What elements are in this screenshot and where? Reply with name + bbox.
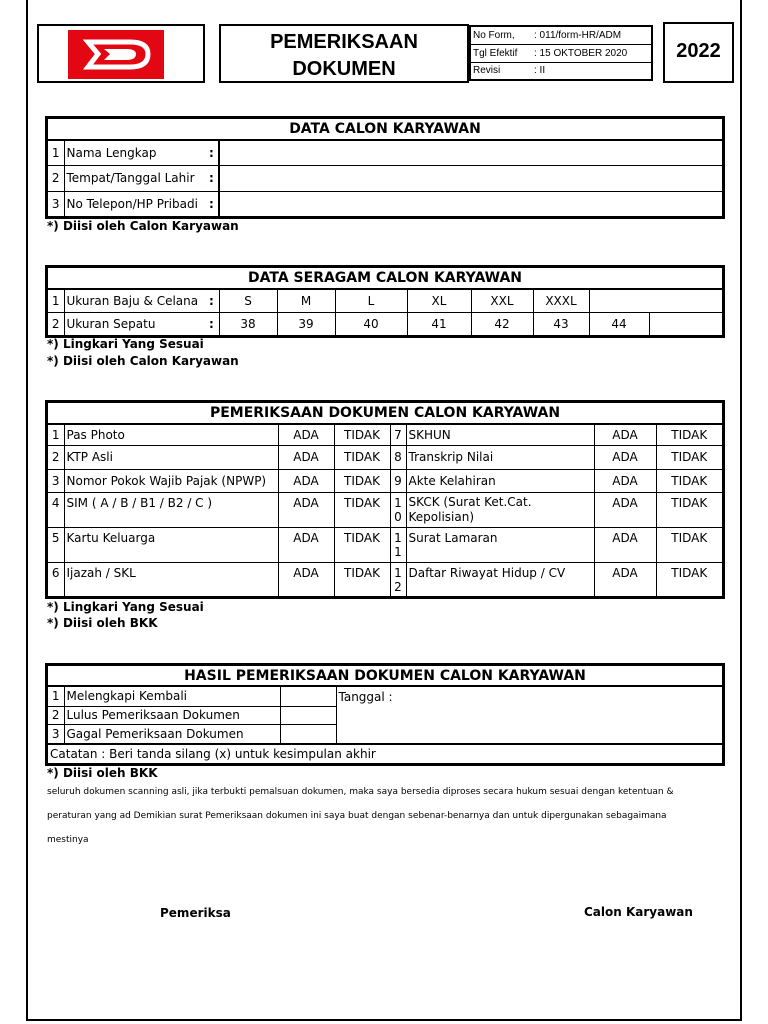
size-option[interactable]: XXXL xyxy=(533,289,589,312)
title-line-1: PEMERIKSAAN xyxy=(270,31,418,53)
data-calon-table xyxy=(46,117,724,218)
row-no: 7 xyxy=(390,424,406,445)
empty-cell xyxy=(589,289,723,312)
sepatu-label: Ukuran Sepatu xyxy=(64,312,207,336)
tidak-option[interactable]: TIDAK xyxy=(334,424,390,445)
signature-calon-karyawan: Calon Karyawan xyxy=(584,905,693,919)
ada-option[interactable]: ADA xyxy=(594,445,656,469)
row-colon: : xyxy=(207,165,219,191)
size-option[interactable]: XL xyxy=(407,289,471,312)
ada-option[interactable]: ADA xyxy=(278,469,334,492)
row-label: Tempat/Tanggal Lahir xyxy=(64,165,207,191)
title-box xyxy=(219,24,469,83)
row-no: 1 xyxy=(47,289,64,312)
hasil-title: HASIL PEMERIKSAAN DOKUMEN CALON KARYAWAN xyxy=(47,665,723,686)
form-rev-value: : II xyxy=(532,62,652,80)
form-no-value: : 011/form-HR/ADM xyxy=(532,26,652,44)
row-no: 8 xyxy=(390,445,406,469)
hasil-label: Lulus Pemeriksaan Dokumen xyxy=(64,706,280,724)
tidak-option[interactable]: TIDAK xyxy=(334,527,390,562)
seragam-note-1: *) Lingkari Yang Sesuai xyxy=(47,337,204,351)
signature-pemeriksa: Pemeriksa xyxy=(160,906,231,920)
doc-label: Surat Lamaran xyxy=(406,527,594,562)
data-calon-title: DATA CALON KARYAWAN xyxy=(47,118,723,140)
ada-option[interactable]: ADA xyxy=(278,562,334,597)
statement-line-3: mestinya xyxy=(47,835,89,845)
statement-line-1: seluruh dokumen scanning asli, jika terbukti pemalsuan dokumen, maka saya bersedia diproses secara hukum sesuai dengan ketentuan & xyxy=(47,787,674,797)
tidak-option[interactable]: TIDAK xyxy=(334,492,390,527)
row-no: 12 xyxy=(390,562,406,597)
doc-label: Akte Kelahiran xyxy=(406,469,594,492)
dokumen-note-2: *) Diisi oleh BKK xyxy=(47,616,158,630)
doc-label: SKCK (Surat Ket.Cat. Kepolisian) xyxy=(406,492,594,527)
ada-option[interactable]: ADA xyxy=(278,492,334,527)
empty-cell xyxy=(649,312,723,336)
hasil-checkbox[interactable] xyxy=(280,724,336,744)
ada-option[interactable]: ADA xyxy=(594,492,656,527)
row-no: 2 xyxy=(47,165,64,191)
data-calon-note: *) Diisi oleh Calon Karyawan xyxy=(47,219,239,233)
row-no: 4 xyxy=(47,492,64,527)
hasil-table xyxy=(46,664,724,765)
page-title xyxy=(221,29,467,83)
tidak-option[interactable]: TIDAK xyxy=(656,492,723,527)
tidak-option[interactable]: TIDAK xyxy=(334,562,390,597)
hasil-checkbox[interactable] xyxy=(280,706,336,724)
seragam-note-2: *) Diisi oleh Calon Karyawan xyxy=(47,354,239,368)
row-no: 6 xyxy=(47,562,64,597)
row-colon: : xyxy=(207,289,219,312)
ada-option[interactable]: ADA xyxy=(594,562,656,597)
row-no: 1 xyxy=(47,686,64,706)
row-no: 2 xyxy=(47,312,64,336)
doc-label: KTP Asli xyxy=(64,445,278,469)
seragam-table xyxy=(46,266,724,337)
hasil-label: Melengkapi Kembali xyxy=(64,686,280,706)
doc-label: SKHUN xyxy=(406,424,594,445)
doc-label: Nomor Pokok Wajib Pajak (NPWP) xyxy=(64,469,278,492)
hasil-note: *) Diisi oleh BKK xyxy=(47,766,158,780)
logo-box xyxy=(37,24,205,83)
company-logo xyxy=(68,30,164,79)
tanggal-field[interactable]: Tanggal : xyxy=(336,686,723,744)
doc-label: Ijazah / SKL xyxy=(64,562,278,597)
hasil-checkbox[interactable] xyxy=(280,686,336,706)
ada-option[interactable]: ADA xyxy=(594,527,656,562)
ada-option[interactable]: ADA xyxy=(594,469,656,492)
form-date-value: : 15 OKTOBER 2020 xyxy=(532,44,652,62)
row-no: 10 xyxy=(390,492,406,527)
doc-label: SIM ( A / B / B1 / B2 / C ) xyxy=(64,492,278,527)
row-colon: : xyxy=(207,312,219,336)
catatan-text: Catatan : Beri tanda silang (x) untuk kesimpulan akhir xyxy=(47,744,723,764)
row-colon: : xyxy=(207,191,219,217)
row-no: 9 xyxy=(390,469,406,492)
doc-label: Daftar Riwayat Hidup / CV xyxy=(406,562,594,597)
dokumen-title: PEMERIKSAAN DOKUMEN CALON KARYAWAN xyxy=(47,402,723,424)
doc-label: Kartu Keluarga xyxy=(64,527,278,562)
size-option[interactable]: L xyxy=(335,289,407,312)
row-label: No Telepon/HP Pribadi xyxy=(64,191,207,217)
shoe-size-option[interactable]: 42 xyxy=(471,312,533,336)
tidak-option[interactable]: TIDAK xyxy=(656,469,723,492)
row-no: 3 xyxy=(47,724,64,744)
form-info-table xyxy=(469,25,653,81)
row-colon: : xyxy=(207,140,219,165)
doc-label: Pas Photo xyxy=(64,424,278,445)
row-no: 3 xyxy=(47,191,64,217)
size-option[interactable]: S xyxy=(219,289,277,312)
row-no: 5 xyxy=(47,527,64,562)
ttl-field[interactable] xyxy=(219,165,723,191)
tidak-option[interactable]: TIDAK xyxy=(656,527,723,562)
shoe-size-option[interactable]: 44 xyxy=(589,312,649,336)
tidak-option[interactable]: TIDAK xyxy=(656,424,723,445)
dokumen-table xyxy=(46,401,724,598)
tidak-option[interactable]: TIDAK xyxy=(334,469,390,492)
year-box xyxy=(663,22,734,83)
tidak-option[interactable]: TIDAK xyxy=(656,562,723,597)
row-no: 11 xyxy=(390,527,406,562)
shoe-size-option[interactable]: 38 xyxy=(219,312,277,336)
ada-option[interactable]: ADA xyxy=(278,445,334,469)
baju-label: Ukuran Baju & Celana xyxy=(64,289,207,312)
telepon-field[interactable] xyxy=(219,191,723,217)
ada-option[interactable]: ADA xyxy=(594,424,656,445)
hasil-label: Gagal Pemeriksaan Dokumen xyxy=(64,724,280,744)
tidak-option[interactable]: TIDAK xyxy=(334,445,390,469)
shoe-size-option[interactable]: 41 xyxy=(407,312,471,336)
shoe-size-option[interactable]: 40 xyxy=(335,312,407,336)
shoe-size-option[interactable]: 39 xyxy=(277,312,335,336)
row-no: 2 xyxy=(47,445,64,469)
ada-option[interactable]: ADA xyxy=(278,424,334,445)
row-no: 1 xyxy=(47,424,64,445)
size-option[interactable]: M xyxy=(277,289,335,312)
row-no: 1 xyxy=(47,140,64,165)
row-no: 2 xyxy=(47,706,64,724)
doc-label: Transkrip Nilai xyxy=(406,445,594,469)
seragam-title: DATA SERAGAM CALON KARYAWAN xyxy=(47,267,723,289)
nama-lengkap-field[interactable] xyxy=(219,140,723,165)
ada-option[interactable]: ADA xyxy=(278,527,334,562)
title-line-2: DOKUMEN xyxy=(292,58,396,80)
form-no-label: No Form, xyxy=(470,26,532,44)
size-option[interactable]: XXL xyxy=(471,289,533,312)
dokumen-note-1: *) Lingkari Yang Sesuai xyxy=(47,600,204,614)
tidak-option[interactable]: TIDAK xyxy=(656,445,723,469)
statement-line-2: peraturan yang ad Demikian surat Pemeriksaan dokumen ini saya buat dengan sebenar-benarnya dan untuk dipergunakan sebagaimana xyxy=(47,811,667,821)
form-rev-label: Revisi xyxy=(470,62,532,80)
row-no: 3 xyxy=(47,469,64,492)
row-label: Nama Lengkap xyxy=(64,140,207,165)
shoe-size-option[interactable]: 43 xyxy=(533,312,589,336)
year-label: 2022 xyxy=(676,40,721,62)
form-date-label: Tgl Efektif xyxy=(470,44,532,62)
